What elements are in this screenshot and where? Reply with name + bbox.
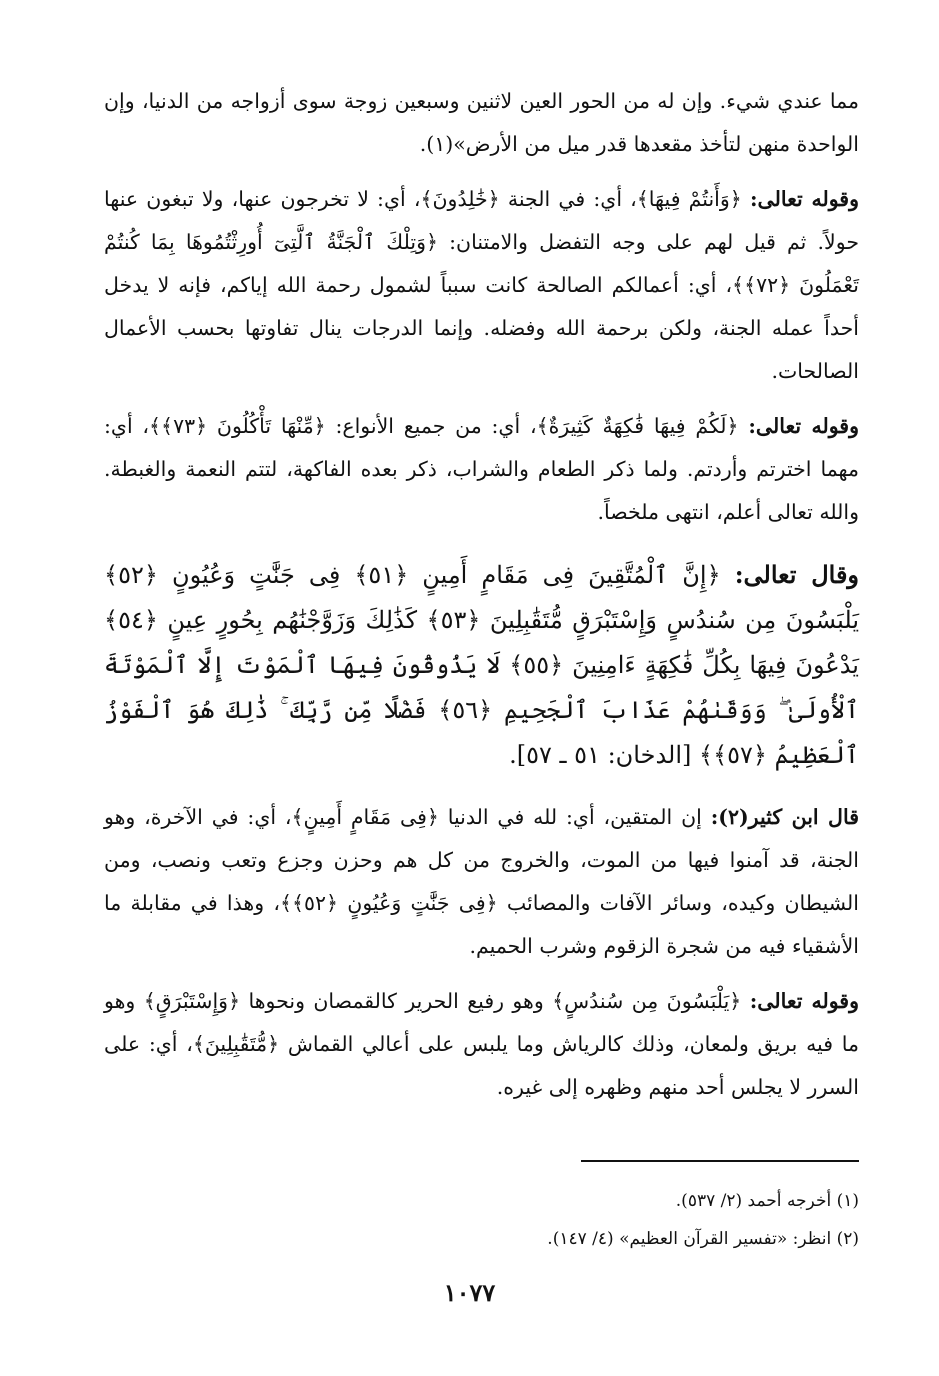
main-text: [104, 80, 859, 1121]
paragraph-2: [104, 178, 859, 393]
paragraph-1: [104, 80, 859, 166]
footnote-1: (١) أخرجه أحمد (٢/ ٥٣٧).: [675, 1191, 859, 1211]
footnotes: [104, 1182, 859, 1258]
page-number: ١٠٧٧: [443, 1278, 496, 1307]
paragraph-text: ﴿لَكُمْ فِيهَا فَٰكِهَةٌ كَثِيرَةٌ﴾، أي: من جميع الأنواع: ﴿مِّنْهَا تَأْكُلُونَ ﴿٧٣﴾﴾، أي: مهما اخترتم وأردتم. ولما ذكر الطعام والشراب، ذكر بعده الفاكهة، لتتم النعمة والغبطة. والله تعالى أعلم، انتهى ملخصاً.: [104, 414, 859, 524]
paragraph-lead: قال ابن كثير(٢):: [710, 805, 859, 829]
paragraph-lead: وقوله تعالى:: [749, 187, 859, 211]
quran-quote-paragraph: [104, 552, 859, 778]
footnote-divider: [581, 1160, 859, 1162]
paragraph-text: ﴿إِنَّ ٱلْمُتَّقِينَ فِى مَقَامٍ أَمِينٍ ﴿٥١﴾ فِى جَنَّٰتٍ وَعُيُونٍ ﴿٥٢﴾ يَلْبَسُونَ مِن سُندُسٍ وَإِسْتَبْرَقٍ مُّتَقَٰبِلِينَ ﴿٥٣﴾ كَذَٰلِكَ وَزَوَّجْنَٰهُم بِحُورٍ عِينٍ ﴿٥٤﴾ يَدْعُونَ فِيهَا بِكُلِّ فَٰكِهَةٍ ءَامِنِينَ ﴿٥٥﴾ لَا يَذُوقُونَ فِيهَا ٱلْمَوْتَ إِلَّا ٱلْمَوْتَةَ ٱلْأُولَىٰ ۖ وَوَقَىٰهُمْ عَذَابَ ٱلْجَحِيمِ ﴿٥٦﴾ فَضْلًا مِّن رَّبِّكَ ۚ ذَٰلِكَ هُوَ ٱلْفَوْزُ ٱلْعَظِيمُ ﴿٥٧﴾﴾ [الدخان: ٥١ ـ ٥٧].: [104, 561, 860, 769]
paragraph-5: [104, 796, 859, 968]
paragraph-text: مما عندي شيء. وإن له من الحور العين لاثنين وسبعين زوجة سوى أزواجه من الدنيا، وإن الواحدة منهن لتأخذ مقعدها قدر ميل من الأرض»(١).: [104, 89, 859, 156]
paragraph-3: [104, 405, 859, 534]
paragraph-text: إن المتقين، أي: لله في الدنيا ﴿فِى مَقَامٍ أَمِينٍ﴾، أي: في الآخرة، وهو الجنة، قد آمنوا فيها من الموت، والخروج من كل هم وحزن وجزع وتعب ونصب، ومن الشيطان وكيده، وسائر الآفات والمصائب ﴿فِى جَنَّٰتٍ وَعُيُونٍ ﴿٥٢﴾﴾، وهذا في مقابلة ما الأشقياء فيه من شجرة الزقوم وشرب الحميم.: [104, 805, 859, 958]
paragraph-text: ﴿وَأَنتُمْ فِيهَا﴾، أي: في الجنة ﴿خَٰلِدُونَ﴾، أي: لا تخرجون عنها، ولا تبغون عنها حولاً. ثم قيل لهم على وجه التفضل والامتنان: ﴿وَتِلْكَ ٱلْجَنَّةُ ٱلَّتِىٓ أُورِثْتُمُوهَا بِمَا كُنتُمْ تَعْمَلُونَ ﴿٧٢﴾﴾، أي: أعمالكم الصالحة كانت سبباً لشمول رحمة الله إياكم، فإنه لا يدخل أحداً عمله الجنة، ولكن برحمة الله وفضله. وإنما الدرجات ينال تفاوتها بحسب الأعمال الصالحات.: [104, 187, 859, 383]
paragraph-6: [104, 980, 859, 1109]
paragraph-text: ﴿يَلْبَسُونَ مِن سُندُسٍ﴾ وهو رفيع الحرير كالقمصان ونحوها ﴿وَإِسْتَبْرَقٍ﴾ وهو ما فيه بريق ولمعان، وذلك كالرياش وما يلبس على أعالي القماش ﴿مُّتَقَٰبِلِينَ﴾، أي: على السرر لا يجلس أحد منهم وظهره إلى غيره.: [104, 989, 859, 1099]
paragraph-lead: وقوله تعالى:: [748, 414, 860, 438]
footnote-2: (٢) انظر: «تفسير القرآن العظيم» (٤/ ١٤٧).: [547, 1229, 859, 1249]
paragraph-lead: وقوله تعالى:: [749, 989, 859, 1013]
paragraph-lead: وقال تعالى:: [734, 560, 860, 589]
